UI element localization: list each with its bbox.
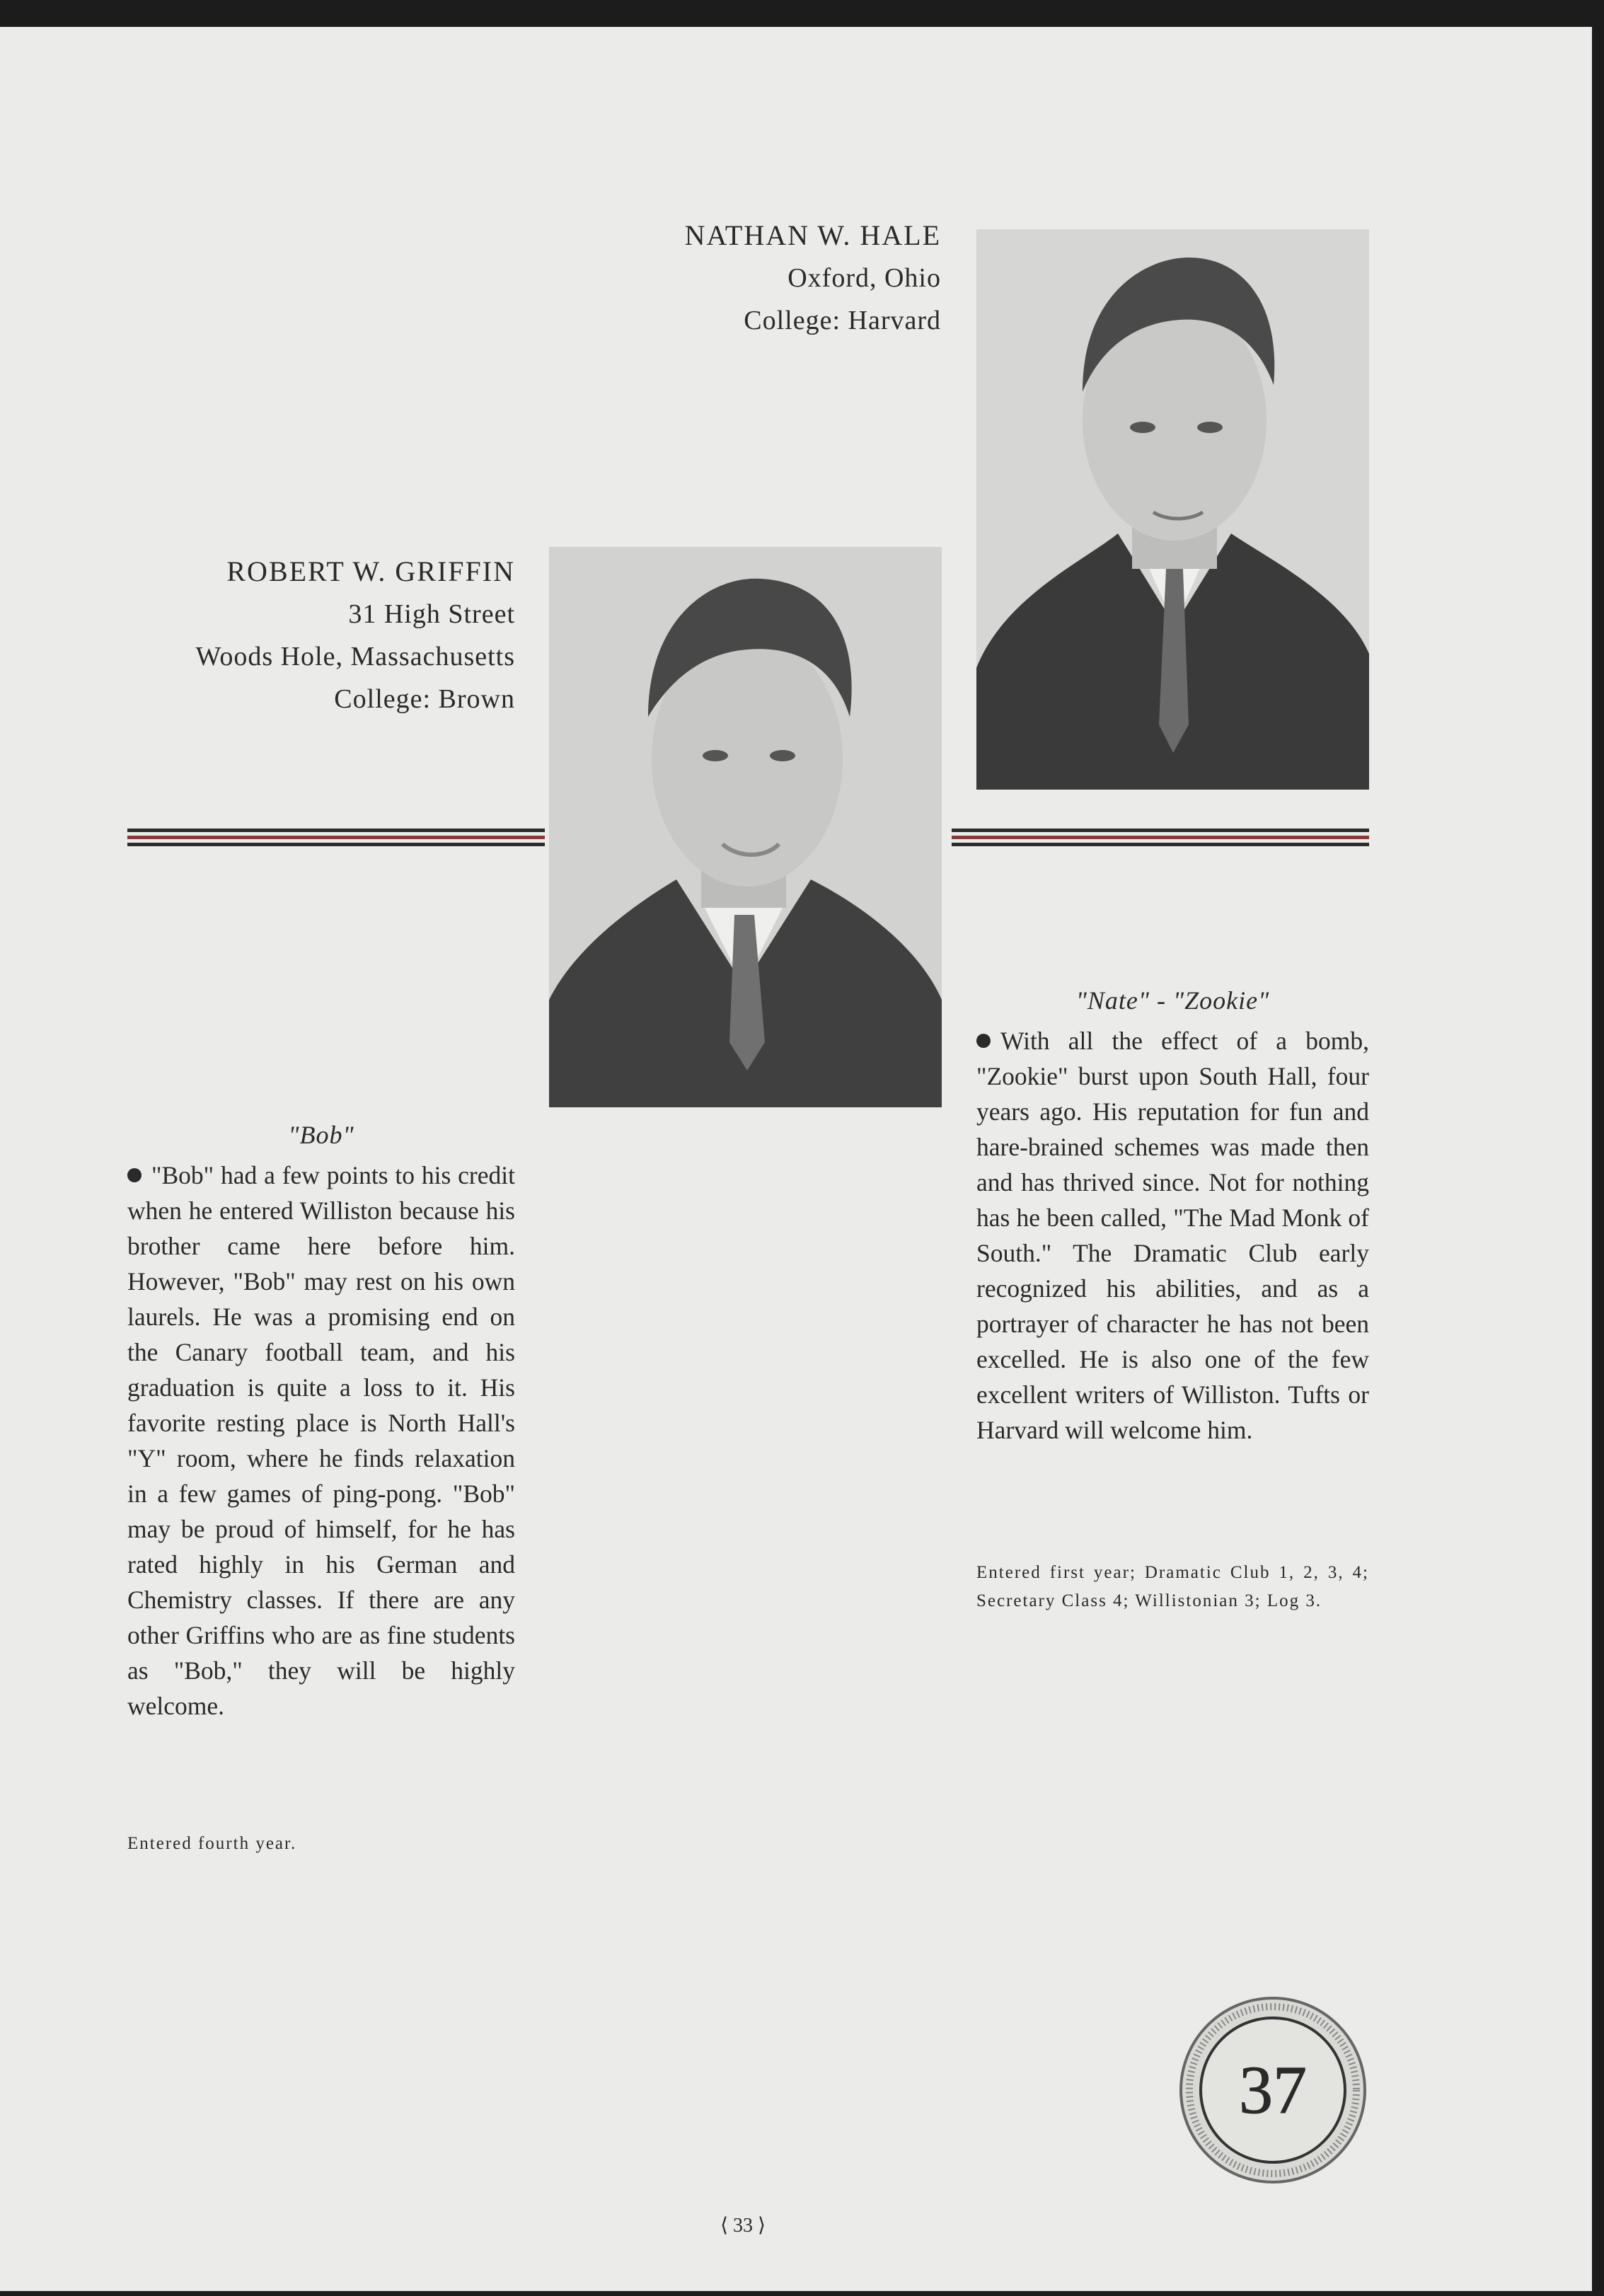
seal-number: 37 — [1239, 2052, 1307, 2128]
griffin-name: ROBERT W. GRIFFIN — [226, 555, 515, 587]
hale-name: NATHAN W. HALE — [684, 219, 941, 251]
divider-rule-right — [952, 829, 1369, 850]
hale-portrait — [976, 229, 1369, 790]
griffin-college: College: Brown — [334, 684, 515, 714]
hale-nickname: "Nate" - "Zookie" — [1075, 986, 1270, 1015]
griffin-header — [127, 550, 515, 720]
hale-bio — [976, 1023, 1369, 1448]
griffin-portrait — [549, 547, 942, 1107]
griffin-nickname: "Bob" — [288, 1121, 354, 1149]
hale-activities: Entered first year; Dramatic Club 1, 2, 3, 4; Secretary Class 4; Willistonian 3; Log 3. — [976, 1563, 1369, 1610]
page-number: ⟨ 33 ⟩ — [720, 2215, 766, 2237]
class-seal — [1178, 1995, 1368, 2185]
yearbook-page — [0, 27, 1592, 2291]
griffin-street: 31 High Street — [348, 599, 515, 629]
hale-bio-text: With all the effect of a bomb, "Zookie" burst upon South Hall, four years ago. His reputation for fun and hare-brained schemes was made then and has thrived since. Not for nothing has he been called, "The Mad Monk of South." The Dramatic Club early recognized his abilities, and as a portrayer of character he has not been excelled. He is also one of the few excellent writers of Williston. Tufts or Harvard will welcome him. — [976, 1027, 1369, 1444]
bullet-icon — [127, 1168, 142, 1182]
hale-college: College: Harvard — [744, 306, 941, 335]
griffin-bio-text: "Bob" had a few points to his credit when he entered Williston because his brother came here before him. However, "Bob" may rest on his own laurels. He was a promising end on the Canary football team, and his graduation is quite a loss to it. His favorite resting place is North Hall's "Y" room, where he finds relaxation in a few games of ping-pong. "Bob" may be proud of himself, for he has rated highly in his German and Chemistry classes. If there are any other Griffins who are as fine students as "Bob," they will be highly welcome. — [127, 1161, 515, 1720]
griffin-town: Woods Hole, Massachusetts — [195, 642, 515, 671]
divider-rule-left — [127, 829, 545, 850]
griffin-bio — [127, 1158, 515, 1724]
bullet-icon — [976, 1034, 991, 1048]
griffin-activities: Entered fourth year. — [127, 1834, 297, 1853]
hale-address: Oxford, Ohio — [787, 263, 941, 293]
hale-header — [538, 214, 941, 342]
